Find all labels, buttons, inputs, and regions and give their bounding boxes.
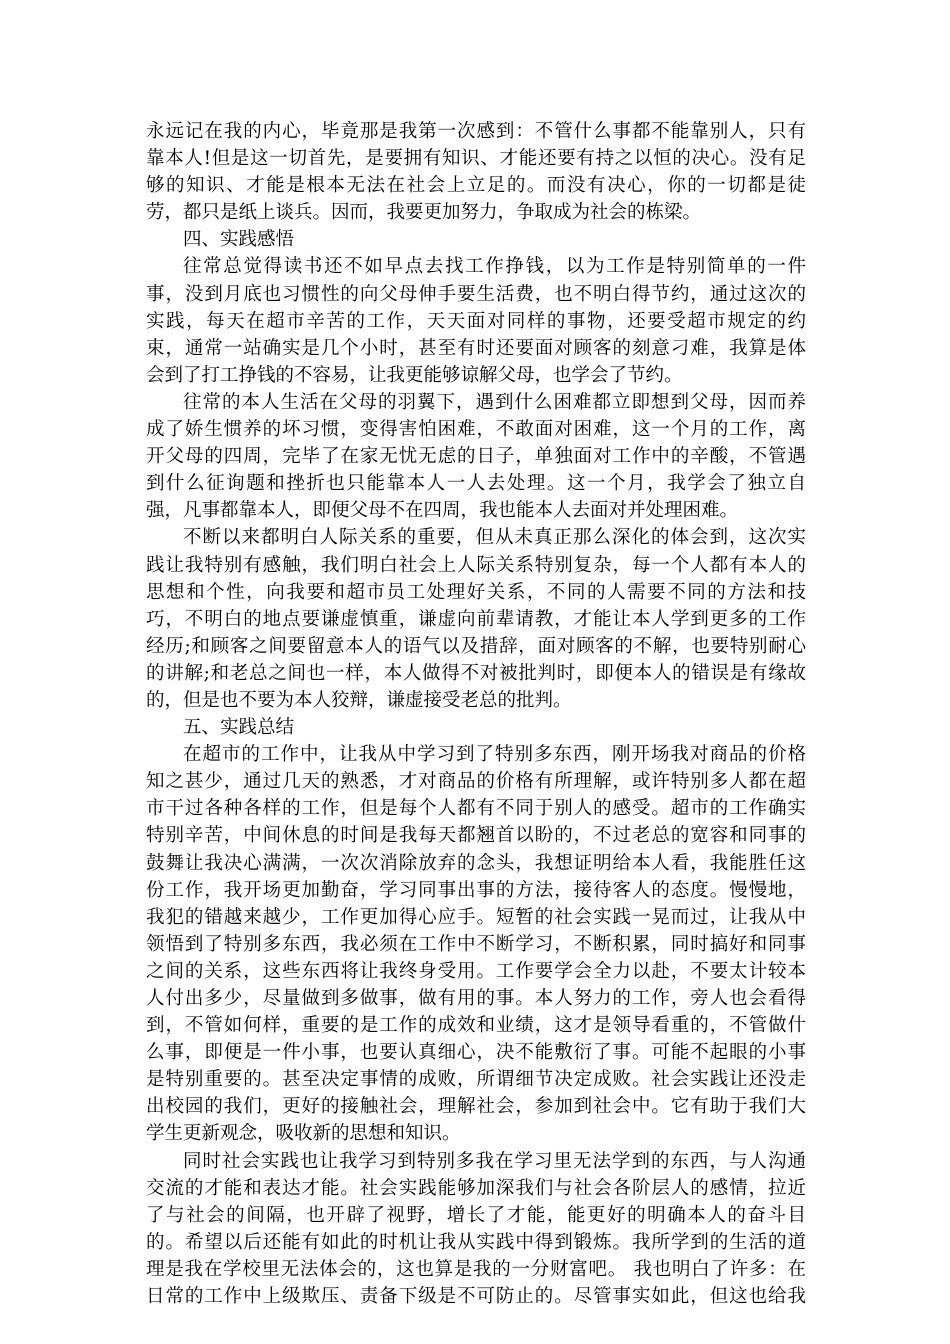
text-line: 强，凡事都靠本人，即便父母不在四周，我也能本人去面对并处理困难。 <box>146 500 739 522</box>
text-line: 么事，即便是一件小事，也要认真细心，决不能敷衍了事。可能不起眼的小事 <box>146 1042 806 1064</box>
document-page <box>146 118 806 1310</box>
text-line: 人付出多少，尽量做到多做事，做有用的事。本人努力的工作，旁人也会看得 <box>146 988 806 1009</box>
text-line: 够的知识、才能是根本无法在社会上立足的。而没有决心，你的一切都是徒 <box>146 175 806 197</box>
text-line: 不断以来都明白人际关系的重要，但从未真正那么深化的体会到，这次实 <box>183 527 806 549</box>
text-line: 成了娇生惯养的坏习惯，变得害怕困难，不敢面对困难，这一个月的工作，离 <box>146 419 806 441</box>
text-line: 经历;和顾客之间要留意本人的语气以及措辞，面对顾客的不解，也要特别耐心 <box>146 635 806 657</box>
text-line: 了与社会的间隔，也开辟了视野，增长了才能，能更好的明确本人的奋斗目 <box>146 1204 806 1226</box>
text-line: 劳，都只是纸上谈兵。因而，我要更加努力，争取成为社会的栋梁。 <box>146 202 702 224</box>
text-line: 理是我在学校里无法体会的，这也算是我的一分财富吧。 我也明白了许多：在 <box>146 1258 806 1280</box>
text-line: 往常的本人生活在父母的羽翼下，遇到什么困难都立即想到父母，因而养 <box>183 391 806 413</box>
text-line: 之间的关系，这些东西将让我终身受用。工作要学会全力以赴，不要太计较本 <box>146 960 806 982</box>
text-line: 我犯的错越来越少，工作更加得心应手。短暂的社会实践一晃而过，让我从中 <box>146 906 806 928</box>
text-line: 践让我特别有感触，我们明白社会上人际关系特别复杂，每一个人都有本人的 <box>146 554 806 576</box>
text-line: 同时社会实践也让我学习到特别多我在学习里无法学到的东西，与人沟通 <box>183 1150 806 1172</box>
text-line: 到什么征询题和挫折也只能靠本人一人去处理。这一个月，我学会了独立自 <box>146 473 806 495</box>
text-line: 四、实践感悟 <box>183 229 295 251</box>
text-line: 到，不管如何样，重要的是工作的成效和业绩，这才是领导看重的，不管做什 <box>146 1015 806 1037</box>
text-line: 永远记在我的内心，毕竟那是我第一次感到：不管什么事都不能靠别人，只有 <box>146 121 806 142</box>
text-line: 事，没到月底也习惯性的向父母伸手要生活费，也不明白得节约，通过这次的 <box>146 283 806 305</box>
text-line: 领悟到了特别多东西，我必须在工作中不断学习，不断积累，同时搞好和同事 <box>146 933 806 955</box>
text-line: 会到了打工挣钱的不容易，让我更能够谅解父母，也学会了节约。 <box>146 364 683 386</box>
text-line: 在超市的工作中，让我从中学习到了特别多东西，刚开场我对商品的价格 <box>183 744 806 766</box>
text-line: 思想和个性，向我要和超市员工处理好关系，不同的人需要不同的方法和技 <box>146 581 806 603</box>
text-line: 学生更新观念，吸收新的思想和知识。 <box>146 1123 461 1145</box>
text-line: 实践，每天在超市辛苦的工作，天天面对同样的事物，还要受超市规定的约 <box>146 310 806 332</box>
text-line: 知之甚少，通过几天的熟悉，才对商品的价格有所理解，或许特别多人都在超 <box>146 771 806 793</box>
text-line: 靠本人!但是这一切首先，是要拥有知识、才能还要有持之以恒的决心。没有足 <box>146 148 806 170</box>
text-line: 特别辛苦，中间休息的时间是我每天都翘首以盼的，不过老总的宽容和同事的 <box>146 825 806 847</box>
text-line: 交流的才能和表达才能。社会实践能够加深我们与社会各阶层人的感情，拉近 <box>146 1177 806 1199</box>
text-line: 的，但是也不要为本人狡辩，谦虚接受老总的批判。 <box>146 689 572 711</box>
text-line: 巧，不明白的地点要谦虚慎重，谦虚向前辈请教，才能让本人学到更多的工作 <box>146 608 806 630</box>
text-line: 出校园的我们，更好的接触社会，理解社会，参加到社会中。它有助于我们大 <box>146 1096 806 1118</box>
text-line: 日常的工作中上级欺压、责备下级是不可防止的。尽管事实如此，但这也给我 <box>146 1286 806 1308</box>
text-line: 五、实践总结 <box>183 717 295 739</box>
text-line: 鼓舞让我决心满满，一次次消除放弃的念头，我想证明给本人看，我能胜任这 <box>146 852 806 874</box>
text-line: 开父母的四周，完毕了在家无忧无虑的日子，单独面对工作中的辛酸，不管遇 <box>146 446 806 468</box>
text-line: 市干过各种各样的工作，但是每个人都有不同于别人的感受。超市的工作确实 <box>146 798 806 820</box>
text-line: 的。希望以后还能有如此的时机让我从实践中得到锻炼。我所学到的生活的道 <box>146 1231 806 1253</box>
text-line: 的讲解;和老总之间也一样，本人做得不对被批判时，即便本人的错误是有缘故 <box>146 662 806 684</box>
text-line: 往常总觉得读书还不如早点去找工作挣钱，以为工作是特别简单的一件 <box>183 256 806 278</box>
text-line: 份工作，我开场更加勤奋，学习同事出事的方法，接待客人的态度。慢慢地， <box>146 879 806 901</box>
text-line: 束，通常一站确实是几个小时，甚至有时还要面对顾客的刻意刁难，我算是体 <box>146 337 806 359</box>
document-body <box>146 118 806 1310</box>
text-line: 是特别重要的。甚至决定事情的成败，所谓细节决定成败。社会实践让还没走 <box>146 1069 806 1091</box>
